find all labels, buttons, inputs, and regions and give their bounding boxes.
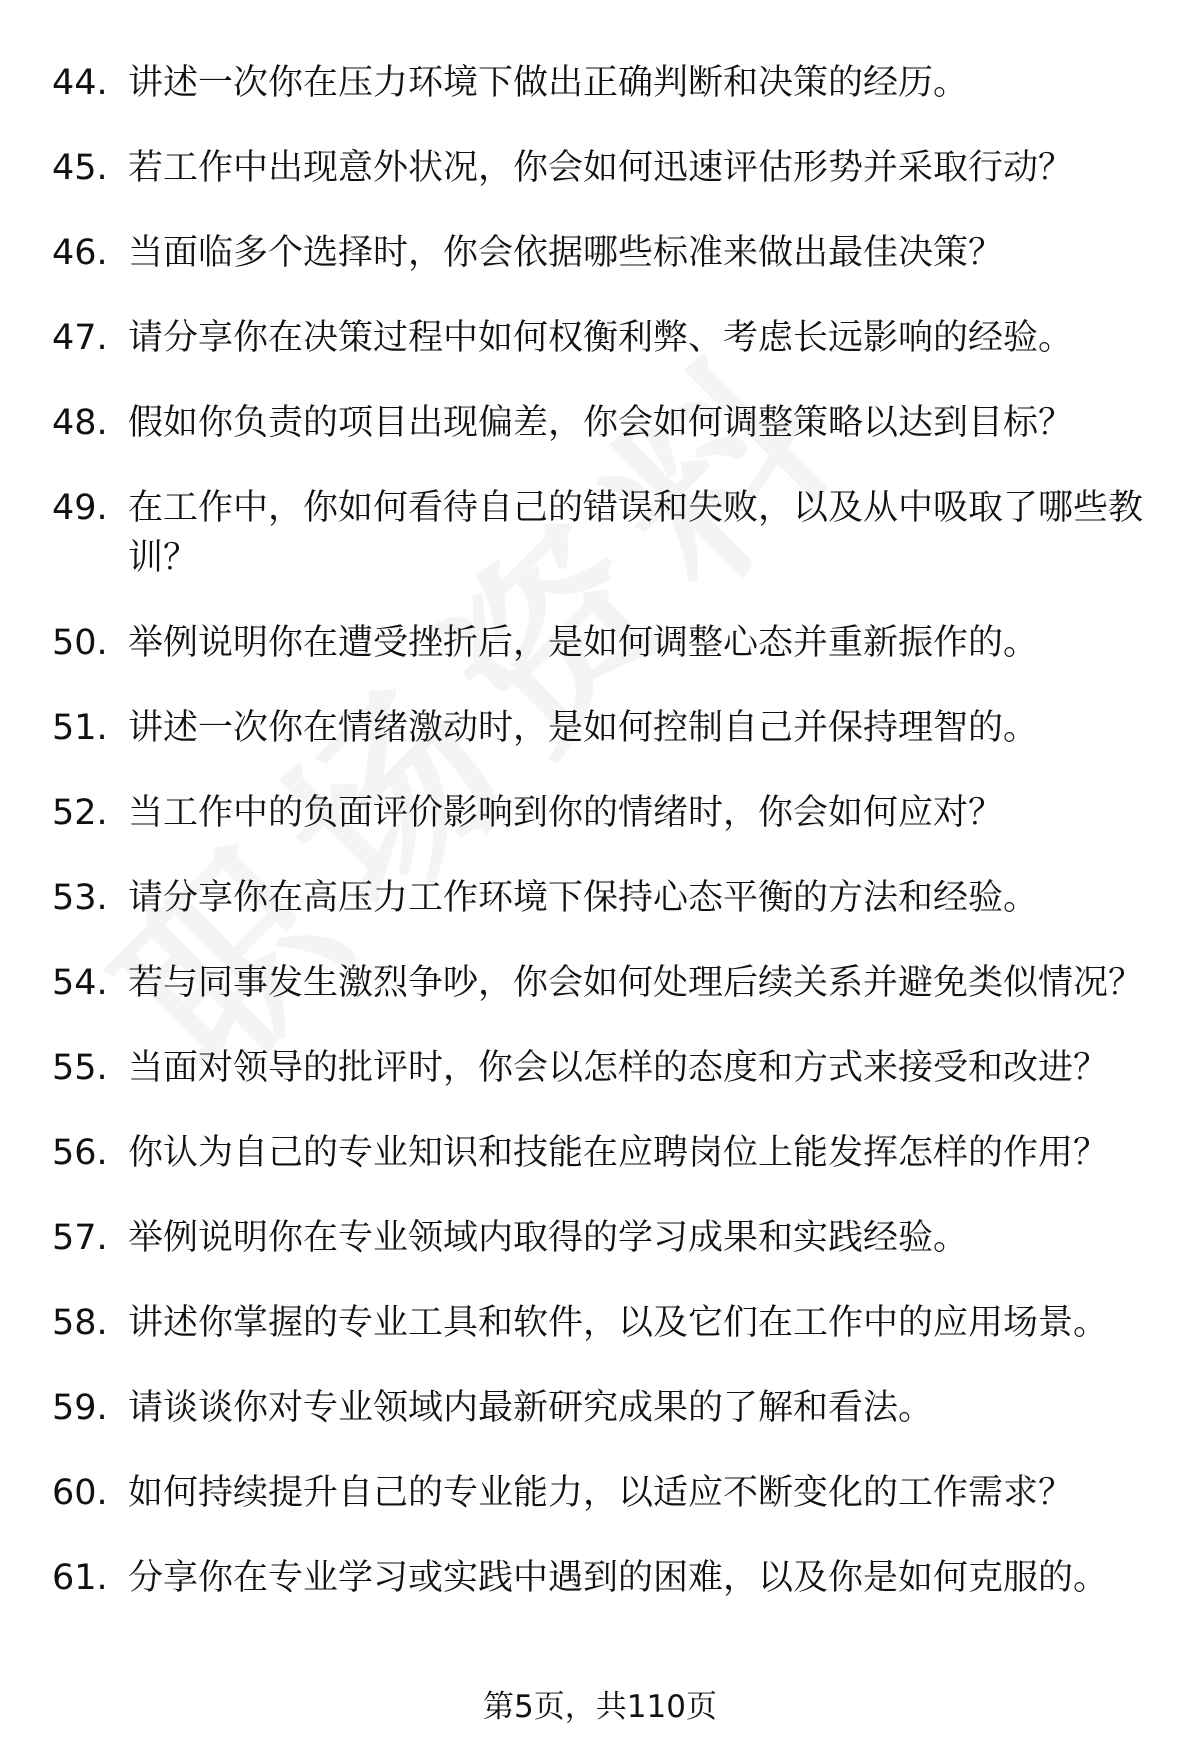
list-item xyxy=(0,58,1200,108)
question-number: 58. xyxy=(52,1303,108,1343)
question-text: 举例说明你在遭受挫折后，是如何调整心态并重新振作的。 xyxy=(128,623,1039,663)
question-number: 50. xyxy=(52,623,108,663)
list-item xyxy=(0,703,1200,753)
question-text: 当面临多个选择时，你会依据哪些标准来做出最佳决策？ xyxy=(128,233,1004,273)
list-item xyxy=(0,1043,1200,1093)
question-number: 47. xyxy=(52,318,108,358)
list-item xyxy=(0,1553,1200,1603)
page-number-footer: 第5页，共110页 xyxy=(483,1689,717,1725)
question-number: 54. xyxy=(52,963,108,1003)
question-text: 如何持续提升自己的专业能力，以适应不断变化的工作需求？ xyxy=(128,1473,1074,1513)
question-text: 当工作中的负面评价影响到你的情绪时，你会如何应对？ xyxy=(128,793,1004,833)
question-number: 60. xyxy=(52,1473,108,1513)
list-item xyxy=(0,313,1200,363)
question-text: 讲述一次你在情绪激动时，是如何控制自己并保持理智的。 xyxy=(128,708,1039,748)
question-text: 分享你在专业学习或实践中遇到的困难，以及你是如何克服的。 xyxy=(128,1558,1109,1598)
question-number: 59. xyxy=(52,1388,108,1428)
list-item xyxy=(0,873,1200,923)
list-item xyxy=(0,228,1200,278)
question-text: 请分享你在决策过程中如何权衡利弊、考虑长远影响的经验。 xyxy=(128,318,1074,358)
question-text: 若工作中出现意外状况，你会如何迅速评估形势并采取行动？ xyxy=(128,148,1074,188)
list-item xyxy=(0,1298,1200,1348)
question-number: 45. xyxy=(52,148,108,188)
question-number: 49. xyxy=(52,488,108,528)
list-item xyxy=(0,1128,1200,1178)
question-text: 请分享你在高压力工作环境下保持心态平衡的方法和经验。 xyxy=(128,878,1039,918)
question-number: 51. xyxy=(52,708,108,748)
question-text: 若与同事发生激烈争吵，你会如何处理后续关系并避免类似情况？ xyxy=(128,963,1144,1003)
question-list xyxy=(0,58,1200,1638)
list-item xyxy=(0,143,1200,193)
question-text: 当面对领导的批评时，你会以怎样的态度和方式来接受和改进？ xyxy=(128,1048,1109,1088)
question-number: 46. xyxy=(52,233,108,273)
list-item xyxy=(0,788,1200,838)
list-item xyxy=(0,618,1200,668)
list-item xyxy=(0,958,1200,1008)
list-item xyxy=(0,483,1200,583)
question-text: 举例说明你在专业领域内取得的学习成果和实践经验。 xyxy=(128,1218,969,1258)
question-number: 53. xyxy=(52,878,108,918)
list-item xyxy=(0,1213,1200,1263)
question-number: 44. xyxy=(52,63,108,103)
question-number: 52. xyxy=(52,793,108,833)
list-item xyxy=(0,398,1200,448)
question-text: 你认为自己的专业知识和技能在应聘岗位上能发挥怎样的作用？ xyxy=(128,1133,1109,1173)
question-number: 57. xyxy=(52,1218,108,1258)
question-text: 请谈谈你对专业领域内最新研究成果的了解和看法。 xyxy=(128,1388,934,1428)
question-number: 61. xyxy=(52,1558,108,1598)
question-text: 讲述你掌握的专业工具和软件，以及它们在工作中的应用场景。 xyxy=(128,1303,1109,1343)
question-number: 56. xyxy=(52,1133,108,1173)
list-item xyxy=(0,1383,1200,1433)
question-text: 在工作中，你如何看待自己的错误和失败，以及从中吸取了哪些教训？ xyxy=(128,488,1144,578)
question-text: 讲述一次你在压力环境下做出正确判断和决策的经历。 xyxy=(128,63,969,103)
list-item xyxy=(0,1468,1200,1518)
question-number: 55. xyxy=(52,1048,108,1088)
question-number: 48. xyxy=(52,403,108,443)
question-text: 假如你负责的项目出现偏差，你会如何调整策略以达到目标？ xyxy=(128,403,1074,443)
